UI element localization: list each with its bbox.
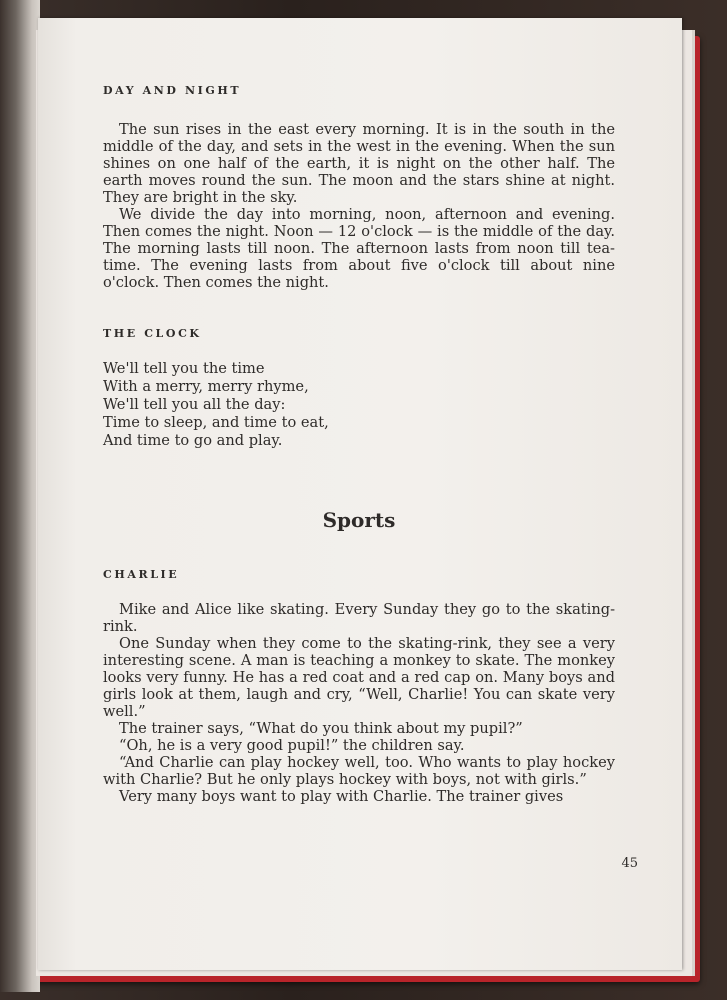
- poem-line: With a merry, merry rhyme,: [103, 378, 309, 395]
- section-heading-the-clock: THE CLOCK: [103, 327, 202, 340]
- poem-line: Time to sleep, and time to eat,: [103, 414, 329, 431]
- paragraph: Very many boys want to play with Charlie. The trainer gives: [119, 788, 564, 805]
- left-page-edge: [0, 0, 40, 992]
- poem: [103, 360, 615, 450]
- chapter-title: Sports: [322, 508, 396, 532]
- poem-line: We'll tell you all the day:: [103, 396, 286, 413]
- paragraph: “Oh, he is a very good pupil!” the children say.: [119, 737, 465, 754]
- section-heading-charlie: CHARLIE: [103, 568, 180, 581]
- paragraph: Mike and Alice like skating. Every Sunday they go to the skating-rink.: [103, 601, 615, 635]
- page-content: [103, 84, 615, 805]
- paragraph: One Sunday when they come to the skating-rink, they see a very interesting scene. A man is teaching a monkey to skate. The monkey looks very funny. He has a red coat and a red cap on. Many boys and girls look at them, laugh and cry, “Well, Charlie! You can skate very well.”: [103, 635, 615, 720]
- paragraph: The trainer says, “What do you think about my pupil?”: [119, 720, 523, 737]
- paragraph: We divide the day into morning, noon, afternoon and evening. Then comes the night. Noon — 12 o'clock — is the middle of the day. The morning lasts till noon. The afternoon lasts from noon till tea-time. The evening lasts from about five o'clock till about nine o'clock. Then comes the night.: [103, 206, 615, 291]
- page-number: 45: [621, 856, 638, 871]
- book-page: [38, 18, 682, 970]
- poem-line: And time to go and play.: [103, 432, 283, 449]
- paragraph: “And Charlie can play hockey well, too. Who wants to play hockey with Charlie? But he only plays hockey with boys, not with girls.”: [103, 754, 615, 788]
- paragraph: The sun rises in the east every morning. It is in the south in the middle of the day, and sets in the west in the evening. When the sun shines on one half of the earth, it is night on the other half. The earth moves round the sun. The moon and the stars shine at night. They are bright in the sky.: [103, 121, 615, 206]
- section-heading-day-and-night: DAY AND NIGHT: [103, 84, 242, 97]
- poem-line: We'll tell you the time: [103, 360, 265, 377]
